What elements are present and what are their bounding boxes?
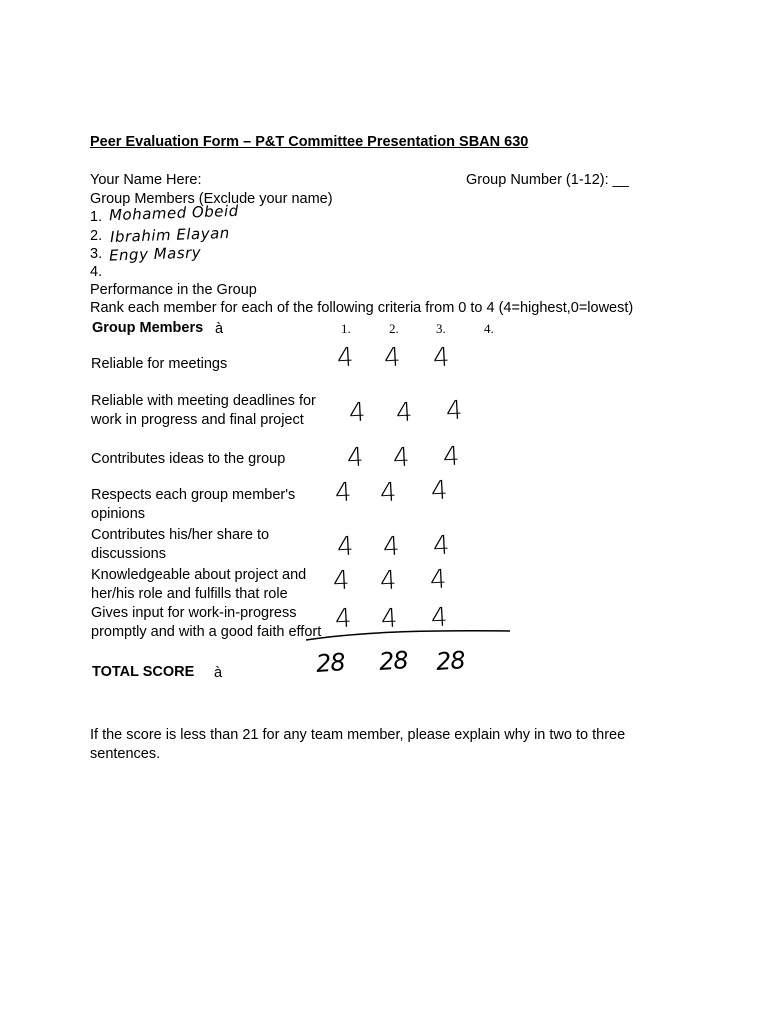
your-name-label: Your Name Here:: [90, 172, 202, 188]
score-handwritten: 4: [395, 397, 414, 429]
score-handwritten: 4: [332, 565, 351, 597]
score-handwritten: 4: [383, 342, 402, 374]
total-handwritten: 28: [435, 646, 466, 676]
score-handwritten: 4: [334, 477, 353, 509]
member-number: 3.: [90, 246, 103, 262]
column-number: 2.: [389, 321, 399, 336]
member-number: 1.: [90, 209, 103, 225]
member-name-handwritten: Engy Masry: [108, 243, 202, 265]
criterion-label: Reliable with meeting deadlines for work in progress and final project: [91, 393, 316, 428]
criterion-label: Contributes his/her share to discussions: [91, 527, 270, 562]
total-handwritten: 28: [378, 646, 409, 676]
criterion-label: Knowledgeable about project and her/his role and fulfills that role: [91, 567, 307, 602]
score-handwritten: 4: [442, 441, 461, 473]
member-name-handwritten: Mohamed Obeid: [108, 201, 239, 225]
group-members-label: Group Members (Exclude your name): [90, 191, 333, 207]
form-title: Peer Evaluation Form – P&T Committee Presentation SBAN 630: [90, 134, 529, 150]
score-handwritten: 4: [348, 397, 367, 429]
criterion-label: Contributes ideas to the group: [91, 451, 286, 467]
score-handwritten: 4: [430, 475, 449, 507]
score-handwritten: 4: [445, 395, 464, 427]
score-handwritten: 4: [380, 603, 399, 635]
member-number: 2.: [90, 228, 103, 244]
column-number: 1.: [341, 321, 351, 336]
criterion-label: Gives input for work-in-progress promptly and with a good faith effort: [91, 605, 322, 640]
member-name-handwritten: Ibrahim Elayan: [109, 223, 231, 247]
score-handwritten: 4: [336, 342, 355, 374]
score-handwritten: 4: [346, 442, 365, 474]
criterion-label: Respects each group member's opinions: [91, 487, 296, 522]
member-number: 4.: [90, 264, 103, 280]
score-handwritten: 4: [432, 530, 451, 562]
group-number-label: Group Number (1-12): __: [466, 172, 629, 188]
total-score-label: TOTAL SCORE: [92, 664, 195, 680]
score-handwritten: 4: [392, 442, 411, 474]
score-handwritten: 4: [379, 477, 398, 509]
arrow-glyph: à: [215, 321, 224, 337]
rank-instruction: Rank each member for each of the following criteria from 0 to 4 (4=highest,0=lowest): [90, 300, 634, 316]
score-handwritten: 4: [336, 531, 355, 563]
group-members-header: Group Members: [92, 320, 204, 336]
score-handwritten: 4: [429, 564, 448, 596]
score-handwritten: 4: [382, 531, 401, 563]
column-number: 4.: [484, 321, 494, 336]
arrow-glyph: à: [214, 665, 223, 681]
criterion-label: Reliable for meetings: [91, 356, 228, 372]
performance-label: Performance in the Group: [90, 282, 257, 298]
score-handwritten: 4: [379, 565, 398, 597]
column-number: 3.: [436, 321, 446, 336]
score-handwritten: 4: [334, 603, 353, 635]
total-handwritten: 28: [315, 648, 346, 678]
footer-note: If the score is less than 21 for any team member, please explain why in two to three sentences.: [90, 727, 626, 762]
score-handwritten: 4: [432, 342, 451, 374]
score-handwritten: 4: [430, 602, 449, 634]
